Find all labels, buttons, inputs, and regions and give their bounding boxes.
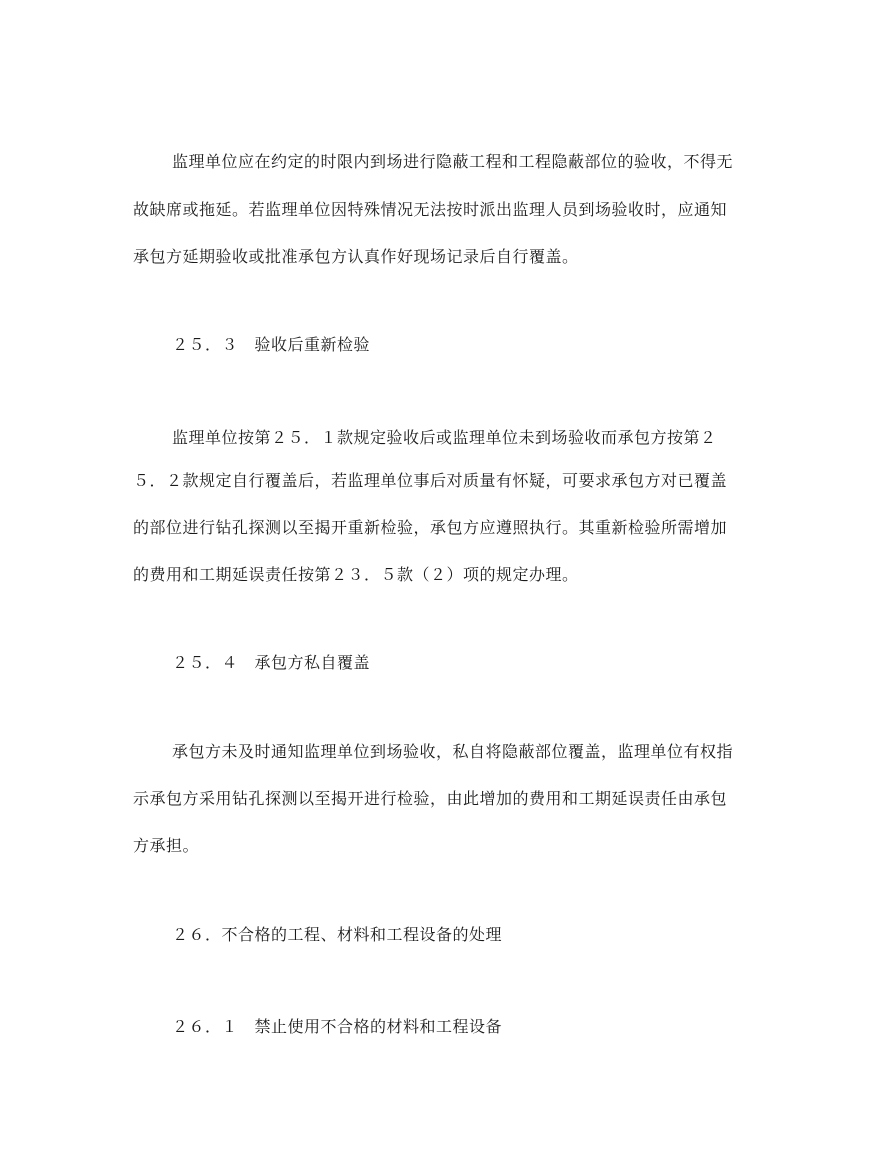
paragraph-3-line-3: 方承担。: [133, 836, 200, 855]
section-heading-26-1: ２６．１ 禁止使用不合格的材料和工程设备: [172, 1017, 503, 1036]
paragraph-2-line-3: 的部位进行钻孔探测以至揭开重新检验，承包方应遵照执行。其重新检验所需增加: [133, 518, 728, 537]
section-heading-26: ２６．不合格的工程、材料和工程设备的处理: [172, 925, 503, 944]
paragraph-1-line-3: 承包方延期验收或批准承包方认真作好现场记录后自行覆盖。: [133, 247, 579, 266]
paragraph-3-line-2: 示承包方采用钻孔探测以至揭开进行检验，由此增加的费用和工期延误责任由承包: [133, 789, 728, 808]
paragraph-2-line-4: 的费用和工期延误责任按第２３．５款（２）项的规定办理。: [133, 565, 579, 584]
paragraph-1-line-1: 监理单位应在约定的时限内到场进行隐蔽工程和工程隐蔽部位的验收，不得无: [172, 152, 734, 171]
paragraph-1-line-2: 故缺席或拖延。若监理单位因特殊情况无法按时派出监理人员到场验收时，应通知: [133, 200, 728, 219]
paragraph-2-line-2: ５．２款规定自行覆盖后，若监理单位事后对质量有怀疑，可要求承包方对已覆盖: [133, 471, 728, 490]
paragraph-2-line-1: 监理单位按第２５．１款规定验收后或监理单位未到场验收而承包方按第２: [172, 428, 717, 447]
section-heading-25-3: ２５．３ 验收后重新检验: [172, 335, 371, 354]
paragraph-3-line-1: 承包方未及时通知监理单位到场验收，私自将隐蔽部位覆盖，监理单位有权指: [172, 742, 734, 761]
section-heading-25-4: ２５．４ 承包方私自覆盖: [172, 653, 371, 672]
